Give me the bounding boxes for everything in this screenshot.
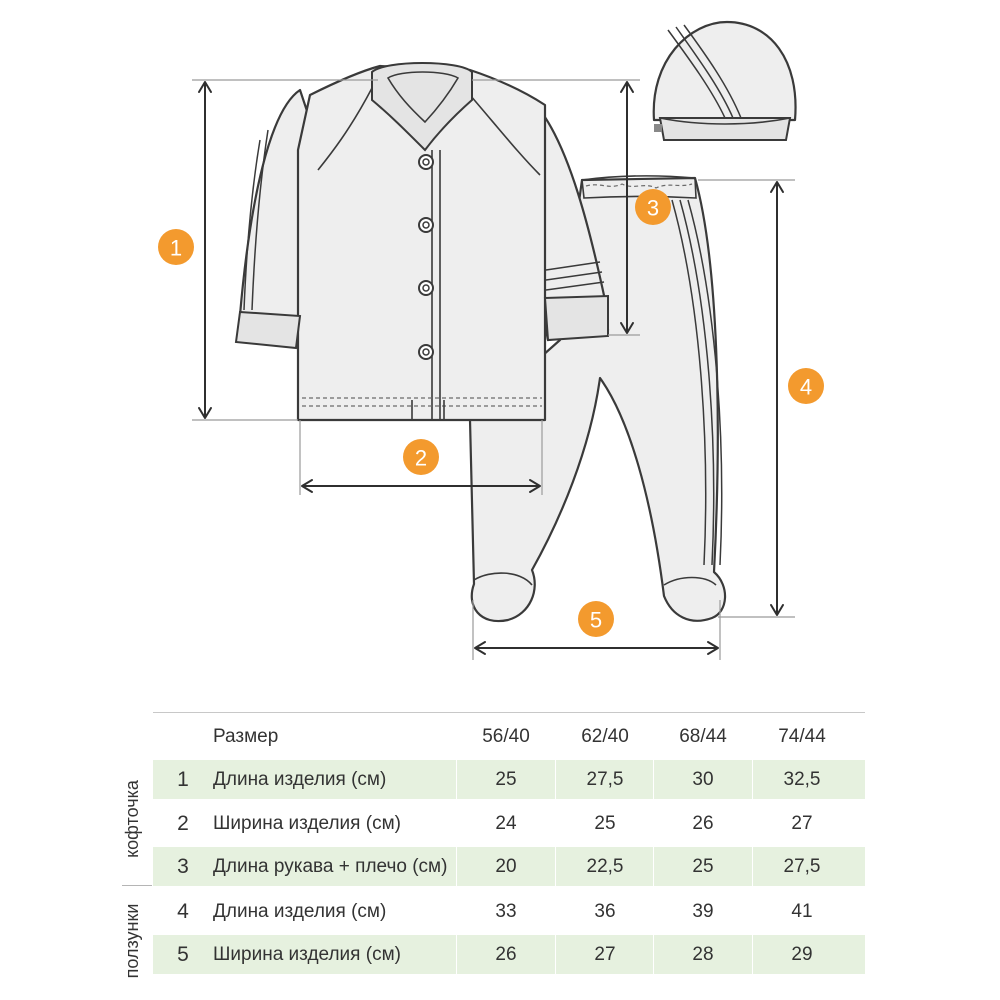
table-header-row — [153, 717, 865, 756]
row-value: 20 — [495, 856, 517, 877]
row-label: Ширина изделия (см) — [213, 944, 401, 965]
row-label: Ширина изделия (см) — [213, 813, 401, 834]
marker-5 — [578, 601, 614, 637]
row-number: 2 — [177, 812, 189, 835]
header-size-74-44: 74/44 — [778, 726, 826, 747]
table-row — [153, 847, 865, 886]
table-row — [153, 760, 865, 799]
row-number: 1 — [177, 768, 189, 791]
row-value: 27,5 — [783, 856, 821, 877]
row-value: 29 — [791, 944, 813, 965]
row-value: 36 — [594, 901, 616, 922]
header-size-56-40: 56/40 — [482, 726, 530, 747]
row-value: 39 — [692, 901, 714, 922]
hat-tag-icon — [654, 124, 662, 132]
row-value: 25 — [594, 813, 616, 834]
row-value: 27,5 — [586, 769, 624, 790]
row-value: 32,5 — [783, 769, 821, 790]
row-value: 24 — [495, 813, 517, 834]
row-value: 22,5 — [586, 856, 624, 877]
table-row — [153, 892, 865, 931]
row-value: 27 — [594, 944, 616, 965]
marker-2 — [403, 439, 439, 475]
row-label: Длина изделия (см) — [213, 769, 387, 790]
row-number: 4 — [177, 900, 189, 923]
table-row — [153, 804, 865, 843]
row-number: 3 — [177, 855, 189, 878]
group-label-trousers: ползунки — [122, 903, 142, 979]
svg-text:5: 5 — [589, 607, 603, 633]
header-size-68-44: 68/44 — [679, 726, 727, 747]
table-top-rule — [153, 712, 865, 713]
group-label-jacket: кофточка — [122, 780, 142, 858]
row-value: 28 — [692, 944, 714, 965]
svg-text:3: 3 — [646, 195, 660, 221]
row-value: 41 — [791, 901, 813, 922]
row-value: 30 — [692, 769, 714, 790]
button-icon — [419, 345, 433, 359]
row-label: Длина рукава + плечо (см) — [213, 856, 448, 877]
marker-1 — [158, 229, 194, 265]
svg-text:1: 1 — [169, 235, 183, 261]
table-row — [153, 935, 865, 974]
svg-text:2: 2 — [414, 445, 428, 471]
header-size-62-40: 62/40 — [581, 726, 629, 747]
row-value: 27 — [791, 813, 813, 834]
row-label: Длина изделия (см) — [213, 901, 387, 922]
row-value: 33 — [495, 901, 517, 922]
marker-3 — [635, 189, 671, 225]
row-number: 5 — [177, 943, 189, 966]
row-value: 25 — [495, 769, 517, 790]
header-size-label: Размер — [213, 726, 279, 747]
hat-drawing — [654, 22, 796, 140]
marker-4 — [788, 368, 824, 404]
svg-text:4: 4 — [799, 374, 813, 400]
button-icon — [419, 155, 433, 169]
row-value: 25 — [692, 856, 714, 877]
button-icon — [419, 218, 433, 232]
row-value: 26 — [495, 944, 517, 965]
button-icon — [419, 281, 433, 295]
row-value: 26 — [692, 813, 714, 834]
